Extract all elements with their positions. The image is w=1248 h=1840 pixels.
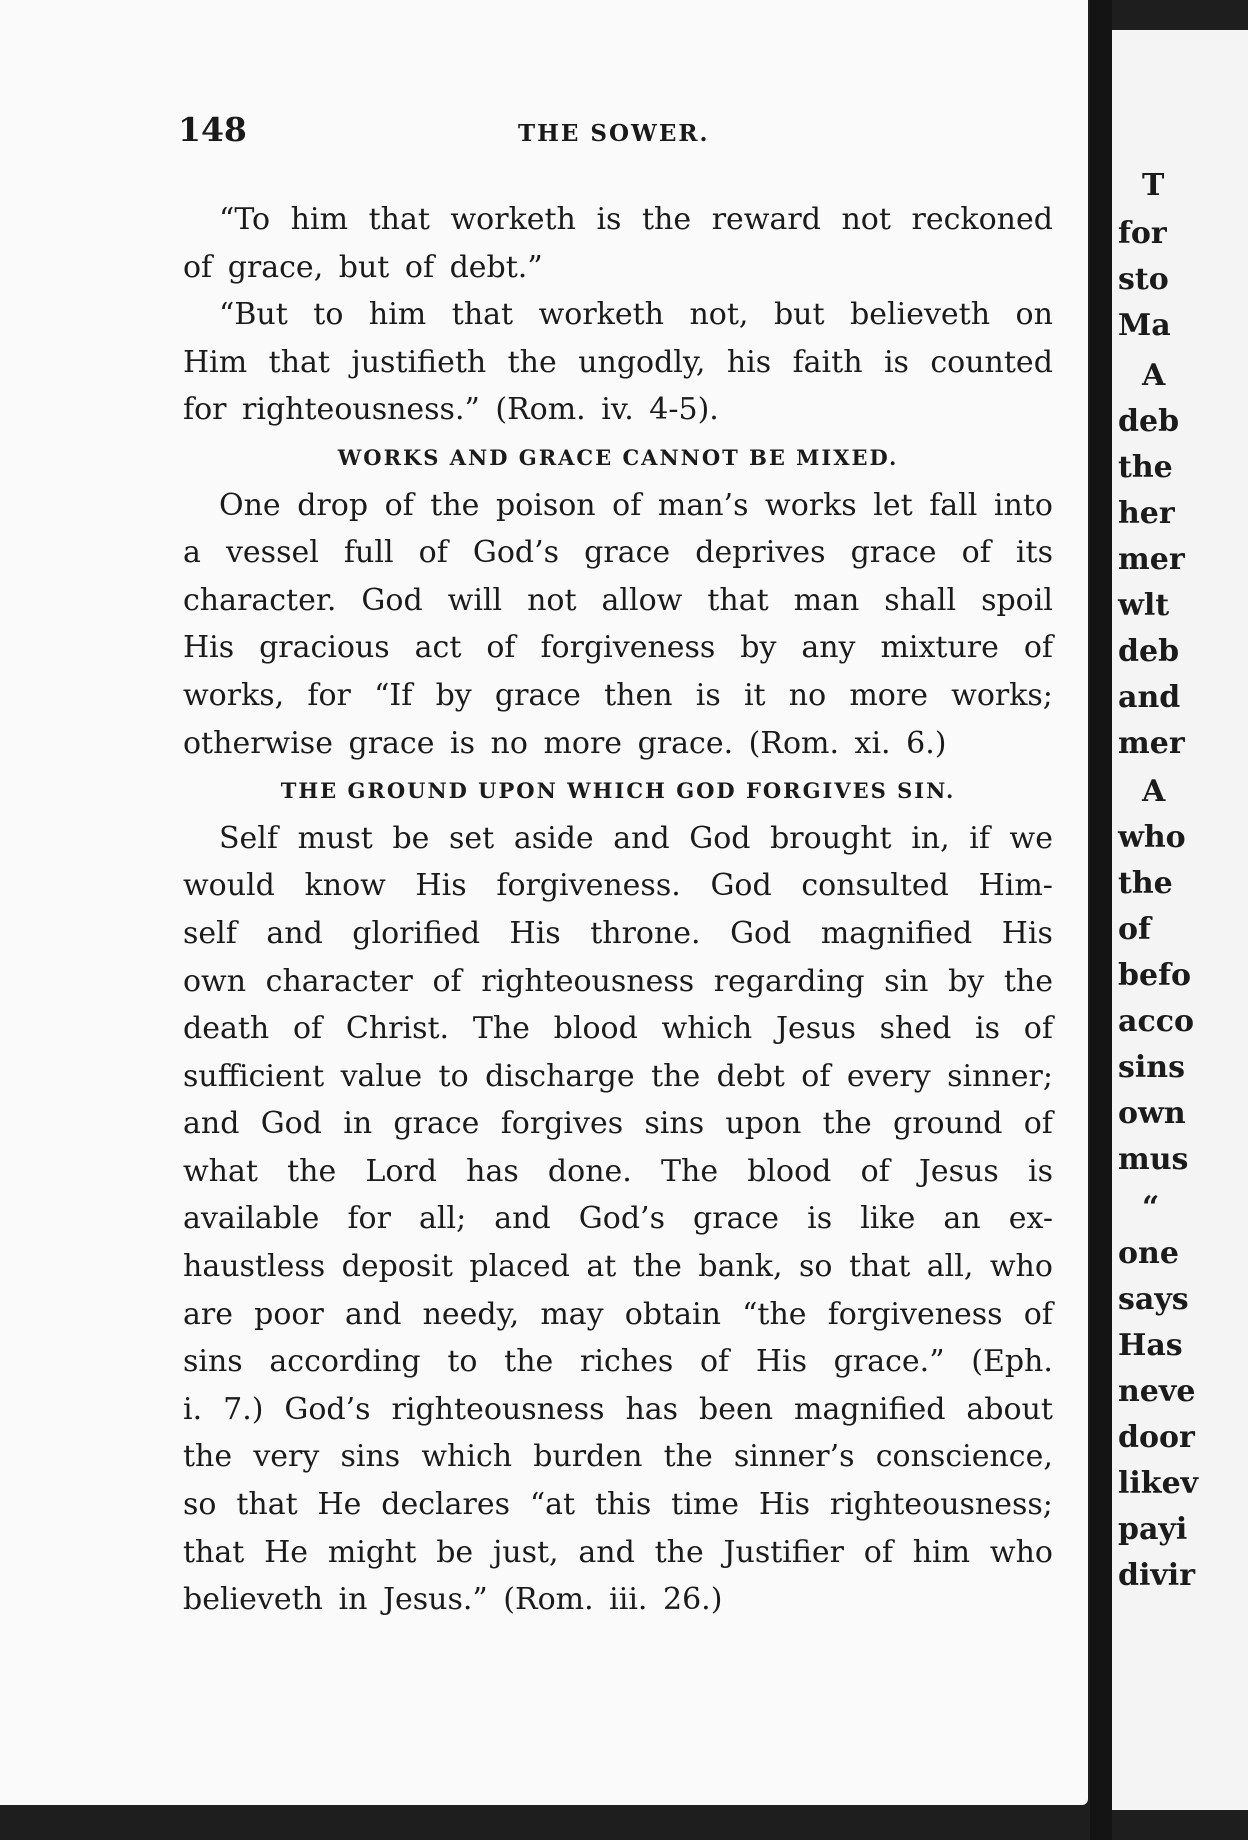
right-page-fragment: her (1118, 496, 1175, 531)
text-line: “But to him that worketh not, but believeth on (219, 297, 1053, 333)
right-page-fragment: T (1142, 168, 1165, 203)
right-page-fragment: deb (1118, 634, 1180, 669)
text-line: what the Lord has done. The blood of Jesus is (183, 1153, 1053, 1189)
right-page-fragment: who (1118, 820, 1186, 855)
right-page-fragment: own (1118, 1096, 1186, 1131)
right-page-fragment: mus (1118, 1142, 1189, 1177)
page-number: 148 (178, 110, 247, 149)
running-title: THE SOWER. (518, 120, 710, 147)
text-line: haustless deposit placed at the bank, so that all, who (183, 1249, 1053, 1285)
text-line: and God in grace forgives sins upon the ground of (183, 1106, 1053, 1142)
text-line: believeth in Jesus.” (Rom. iii. 26.) (183, 1582, 723, 1618)
text-line: His gracious act of forgiveness by any mixture of (183, 630, 1053, 666)
text-line: One drop of the poison of man’s works let fall into (219, 487, 1053, 523)
text-line: so that He declares “at this time His righteousness; (183, 1487, 1053, 1523)
text-line: Self must be set aside and God brought in, if we (219, 820, 1053, 856)
right-page-fragment: sto (1118, 262, 1169, 297)
text-line: death of Christ. The blood which Jesus shed is of (183, 1011, 1053, 1047)
right-page-fragment: of (1118, 912, 1151, 947)
right-page-fragment: acco (1118, 1004, 1194, 1039)
right-page-fragment: one (1118, 1236, 1179, 1271)
text-line: Him that justifieth the ungodly, his faith is counted (183, 344, 1053, 380)
right-page-fragment: for (1118, 216, 1167, 251)
text-line: a vessel full of God’s grace deprives grace of its (183, 535, 1053, 571)
right-page-fragment: deb (1118, 404, 1180, 439)
right-page-fragment: A (1142, 358, 1166, 393)
text-line: available for all; and God’s grace is like an ex- (183, 1201, 1053, 1237)
right-page-fragment: Has (1118, 1328, 1183, 1363)
right-page-fragment: door (1118, 1420, 1195, 1455)
page-header (178, 110, 1048, 150)
text-line: the very sins which burden the sinner’s conscience, (183, 1439, 1053, 1475)
right-page-fragment: neve (1118, 1374, 1196, 1409)
right-page-fragment: “ (1142, 1190, 1160, 1225)
right-page-fragment: the (1118, 450, 1173, 485)
text-line: i. 7.) God’s righteousness has been magnified about (183, 1391, 1053, 1427)
body-text (183, 196, 1053, 1624)
text-line: own character of righteousness regarding sin by the (183, 963, 1053, 999)
right-page-fragment: divir (1118, 1558, 1196, 1593)
section-heading: THE GROUND UPON WHICH GOD FORGIVES SIN. (280, 778, 956, 804)
right-page-fragment: mer (1118, 542, 1185, 577)
right-page-fragment: mer (1118, 726, 1185, 761)
right-page-fragment: payi (1118, 1512, 1188, 1547)
right-page-fragment: sins (1118, 1050, 1185, 1085)
text-line: for righteousness.” (Rom. iv. 4-5). (183, 392, 719, 428)
text-line: self and glorified His throne. God magnified His (183, 915, 1053, 951)
text-line: otherwise grace is no more grace. (Rom. xi. 6.) (183, 725, 947, 761)
text-line: that He might be just, and the Justifier of him who (183, 1534, 1053, 1570)
book-gutter (1090, 0, 1112, 1840)
right-page-fragment: says (1118, 1282, 1189, 1317)
text-line: sins according to the riches of His grace.” (Eph. (183, 1344, 1053, 1380)
right-page-fragment: A (1142, 774, 1166, 809)
right-page-fragment: likev (1118, 1466, 1199, 1501)
text-line: character. God will not allow that man shall spoil (183, 582, 1053, 618)
text-line: are poor and needy, may obtain “the forgiveness of (183, 1296, 1053, 1332)
text-line: sufficient value to discharge the debt of every sinner; (183, 1058, 1053, 1094)
right-page-fragment: the (1118, 866, 1173, 901)
section-heading: WORKS AND GRACE CANNOT BE MIXED. (337, 444, 899, 470)
right-page-fragment: and (1118, 680, 1181, 715)
text-line: “To him that worketh is the reward not reckoned (219, 202, 1053, 237)
text-line: would know His forgiveness. God consulted Him- (183, 868, 1053, 904)
right-page-fragment: befo (1118, 958, 1191, 993)
text-line: works, for “If by grace then is it no more works; (183, 677, 1053, 713)
right-page (1112, 30, 1248, 1810)
right-page-fragment: Ma (1118, 308, 1171, 343)
text-line: of grace, but of debt.” (183, 249, 543, 285)
right-page-fragment: wlt (1118, 588, 1170, 623)
